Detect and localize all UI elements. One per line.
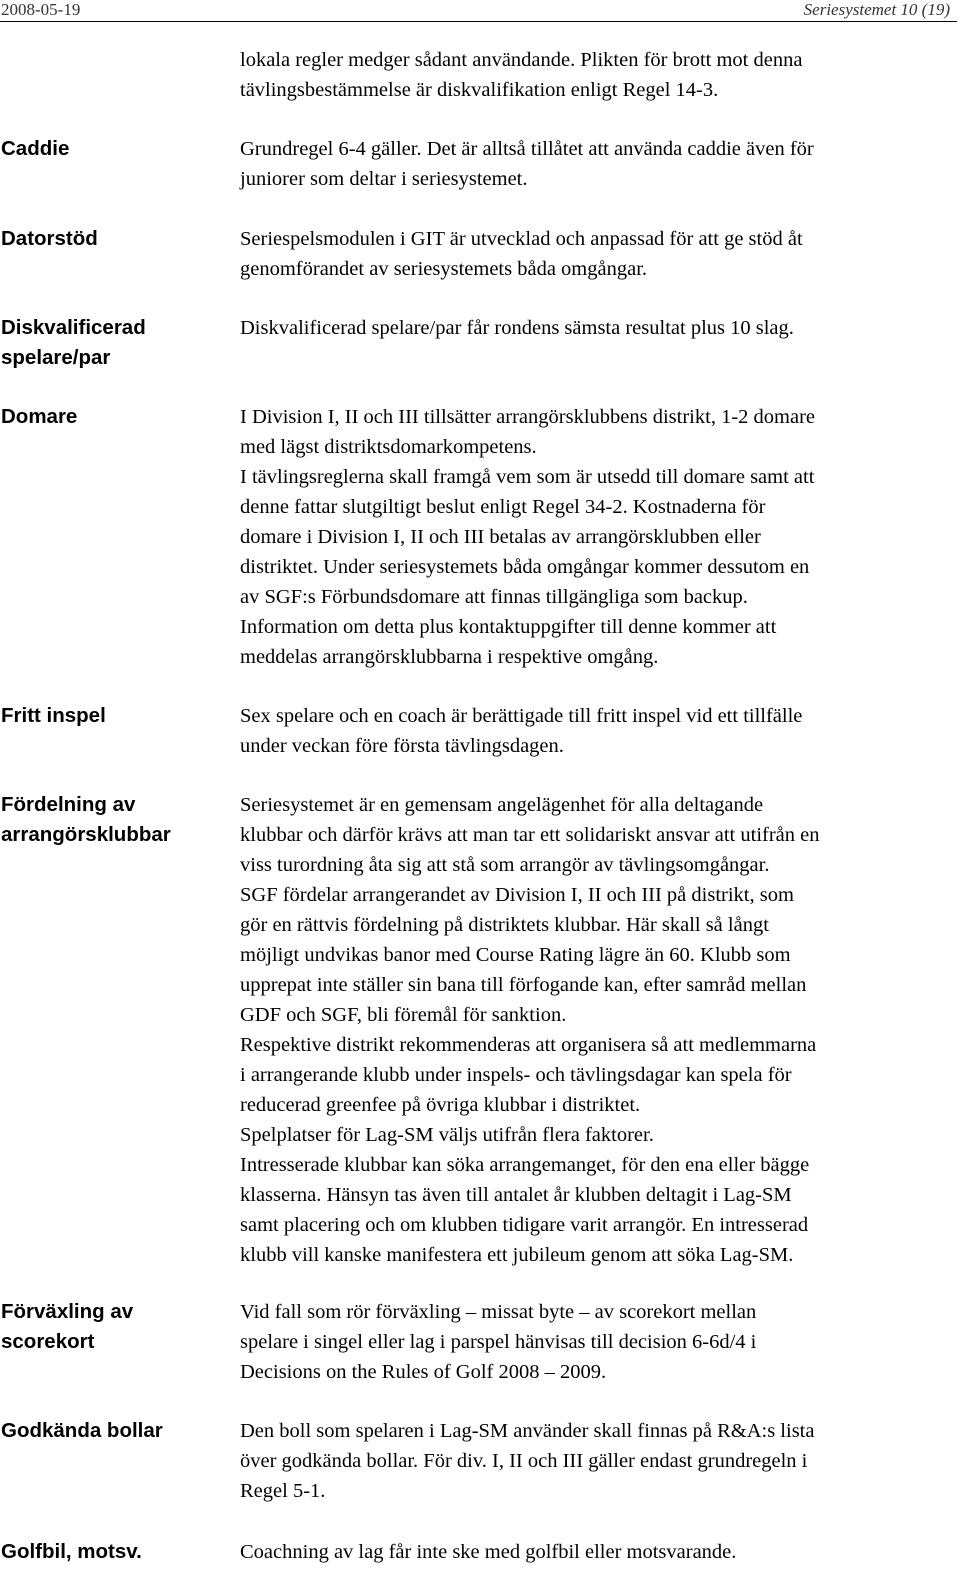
heading-diskvalificerad: Diskvalificerad spelare/par (1, 316, 146, 369)
section-fritt-inspel-text: Sex spelare och en coach är berättigade till fritt inspel vid ett tillfälle under veckan före första tävlingsdagen. (240, 705, 803, 757)
section-domare-text: I Division I, II och III tillsätter arrangörsklubbens distrikt, 1-2 domare med lägst distriktsdomarkompetens. I tävlingsreglerna skall framgå vem som är utsedd till domare samt att denne fattar slutgiltigt beslut enligt Regel 34-2. Kostnaderna för domare i Division I, II och III betalas av arrangörsklubben eller distriktet. Under seriesystemets båda omgångar kommer dessutom en av SGF:s Förbundsdomare att finnas tillgängliga som backup. Information om detta plus kontaktuppgifter till denne kommer att meddelas arrangörsklubbarna i respektive omgång. (240, 406, 815, 668)
heading-golfbil: Golfbil, motsv. (1, 1540, 142, 1563)
heading-fritt-inspel: Fritt inspel (1, 704, 106, 727)
header-date: 2008-05-19 (1, 0, 81, 19)
section-godkanda-bollar-text: Den boll som spelaren i Lag-SM använder skall finnas på R&A:s lista över godkända bollar. För div. I, II och III gäller endast grundregeln i Regel 5-1. (240, 1420, 815, 1502)
section-diskvalificerad-text: Diskvalificerad spelare/par får rondens sämsta resultat plus 10 slag. (240, 317, 794, 339)
heading-caddie: Caddie (1, 137, 70, 160)
section-datorstod-text: Seriespelsmodulen i GIT är utvecklad och anpassad för att ge stöd åt genomförandet av seriesystemets båda omgångar. (240, 228, 803, 280)
section-fordelning-text: Seriesystemet är en gemensam angelägenhet för alla deltagande klubbar och därför krävs att man tar ett solidariskt ansvar att utifrån en viss turordning åta sig att stå som arrangör av tävlingsomgångar. SGF fördelar arrangerandet av Division I, II och III på distrikt, som gör en rättvis fördelning på distriktets klubbar. Här skall så långt möjligt undvikas banor med Course Rating lägre än 60. Klubb som upprepat inte ställer sin bana till förfogande kan, efter samråd mellan GDF och SGF, bli föremål för sanktion. Respektive distrikt rekommenderas att organisera så att medlemmarna i arrangerande klubb under inspels- och tävlingsdagar kan spela för reducerad greenfee på övriga klubbar i distriktet. Spelplatser för Lag-SM väljs utifrån flera faktorer. Intresserade klubbar kan söka arrangemanget, för den ena eller bägge klasserna. Hänsyn tas även till antalet år klubben deltagit i Lag-SM samt placering och om klubben tidigare varit arrangör. En intresserad klubb vill kanske manifestera ett jubileum genom att söka Lag-SM. (240, 794, 820, 1266)
heading-datorstod: Datorstöd (1, 227, 98, 250)
heading-fordelning: Fördelning av arrangörsklubbar (1, 793, 171, 846)
heading-godkanda-bollar: Godkända bollar (1, 1419, 163, 1442)
section-continuation-text: lokala regler medger sådant användande. Plikten för brott mot denna tävlingsbestämmelse är diskvalifikation enligt Regel 14-3. (240, 49, 803, 101)
header-rule (0, 21, 957, 22)
section-golfbil-text: Coachning av lag får inte ske med golfbil eller motsvarande. (240, 1541, 737, 1563)
heading-forvaxling: Förväxling av scorekort (1, 1300, 134, 1353)
section-caddie-text: Grundregel 6-4 gäller. Det är alltså tillåtet att använda caddie även för juniorer som deltar i seriesystemet. (240, 138, 814, 190)
heading-domare: Domare (1, 405, 78, 428)
section-forvaxling-text: Vid fall som rör förväxling – missat byte – av scorekort mellan spelare i singel eller lag i parspel hänvisas till decision 6-6d/4 i Decisions on the Rules of Golf 2008 – 2009. (240, 1301, 757, 1383)
header-title: Seriesystemet 10 (19) (803, 0, 950, 19)
